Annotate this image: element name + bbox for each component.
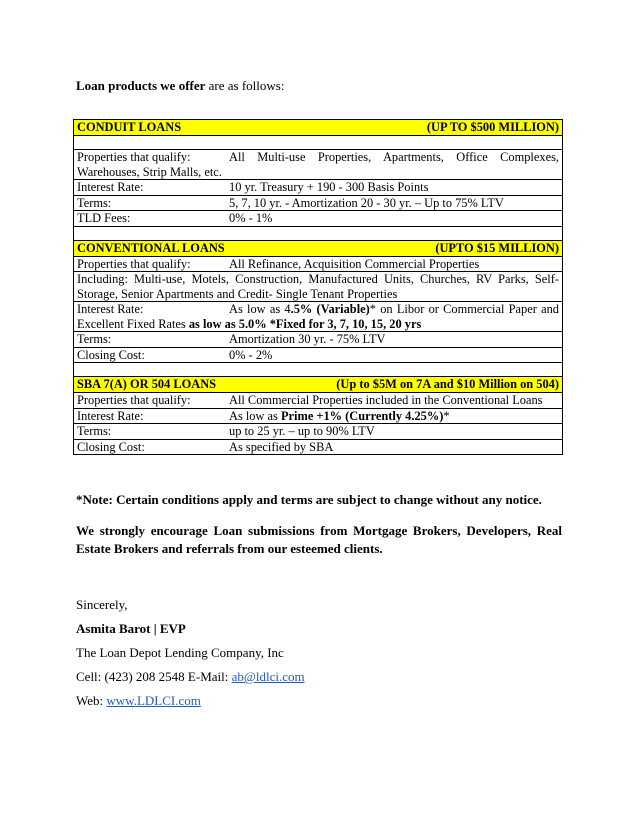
conduit-fees-label: TLD Fees:	[77, 211, 131, 225]
conduit-terms-label: Terms:	[77, 195, 112, 210]
conduit-terms-row	[74, 195, 563, 211]
spacer-row	[74, 363, 563, 377]
conventional-rate-label: Interest Rate:	[77, 302, 144, 316]
cell-text: Cell: (423) 208 2548 E-Mail:	[76, 669, 232, 684]
sba-title: SBA 7(A) OR 504 LOANS	[77, 377, 217, 391]
conventional-including-row	[74, 272, 563, 302]
conventional-rate-bold1: .5% (Variable)	[290, 302, 370, 316]
conventional-qualify-row	[74, 256, 563, 272]
conventional-title: CONVENTIONAL LOANS	[77, 240, 225, 255]
sba-qualify-label: Properties that qualify:	[77, 393, 191, 407]
conduit-title: CONDUIT LOANS	[77, 120, 182, 134]
conduit-rate-label: Interest Rate:	[77, 180, 144, 194]
spacer-row	[74, 226, 563, 240]
conduit-limit: (UP TO $500 MILLION)	[426, 120, 559, 134]
conventional-rate-prefix: As low as 4	[229, 302, 291, 316]
conduit-qualify-value: All Multi-use Properties, Apartments, Office Complexes, Warehouses, Strip Malls, etc.	[77, 150, 559, 179]
sign-off: Sincerely,	[76, 597, 128, 612]
sba-cost-row	[74, 439, 563, 455]
conventional-cost-row	[74, 347, 563, 363]
web-label: Web:	[76, 693, 107, 708]
conduit-rate-row	[74, 180, 563, 196]
disclaimer-note: *Note: Certain conditions apply and terms are subject to change without any notice.	[76, 492, 542, 507]
conventional-terms-value: Amortization 30 yr. - 75% LTV	[229, 332, 386, 346]
conventional-rate-bold2: as low as 5.0% *Fixed for 3, 7, 10, 15, 20 yrs	[188, 316, 422, 331]
conventional-limit: (UPTO $15 MILLION)	[435, 240, 559, 255]
contact-line	[76, 669, 305, 685]
sba-rate-bold: Prime +1% (Currently 4.25%)	[280, 408, 444, 423]
web-line	[76, 693, 201, 709]
sba-cost-value: As specified by SBA	[229, 439, 334, 454]
conventional-including: Including: Multi-use, Motels, Construction, Manufactured Units, Churches, RV Parks, Self-Storage, Senior Apartments and Credit- Single Tenant Properties	[74, 272, 563, 302]
conventional-cost-label: Closing Cost:	[77, 347, 145, 362]
conventional-header-row	[74, 240, 563, 256]
sba-header-row	[74, 377, 563, 393]
conduit-qualify-label: Properties that qualify:	[77, 150, 191, 164]
conduit-terms-value: 5, 7, 10 yr. - Amortization 20 - 30 yr. – Up to 75% LTV	[229, 195, 504, 210]
sba-qualify-value: All Commercial Properties included in the Conventional Loans	[229, 393, 543, 407]
conventional-rate-row	[74, 302, 563, 332]
conduit-fees-value: 0% - 1%	[229, 211, 273, 225]
sba-rate-row	[74, 408, 563, 424]
intro-bold: Loan products we offer	[76, 78, 206, 93]
encouragement-note: We strongly encourage Loan submissions from Mortgage Brokers, Developers, Real Estate Brokers and referrals from our esteemed clients.	[76, 523, 562, 556]
sba-rate-prefix: As low as	[229, 408, 281, 423]
sba-cost-label: Closing Cost:	[77, 439, 145, 454]
conventional-terms-label: Terms:	[77, 332, 112, 346]
signer-name: Asmita Barot | EVP	[76, 621, 186, 636]
conventional-terms-row	[74, 332, 563, 348]
conduit-header-row	[74, 120, 563, 136]
sba-terms-value: up to 25 yr. – up to 90% LTV	[229, 424, 375, 438]
sba-qualify-row	[74, 393, 563, 409]
company-name: The Loan Depot Lending Company, Inc	[76, 645, 284, 660]
intro-line	[76, 78, 284, 94]
sba-limit: (Up to $5M on 7A and $10 Million on 504)	[336, 377, 559, 391]
loan-products-table	[73, 119, 563, 455]
sba-rate-suffix: *	[443, 408, 450, 423]
conduit-rate-value: 10 yr. Treasury + 190 - 300 Basis Points	[229, 180, 429, 194]
sba-terms-row	[74, 424, 563, 440]
conventional-qualify-value: All Refinance, Acquisition Commercial Properties	[229, 256, 480, 271]
spacer-row	[74, 136, 563, 150]
conduit-qualify-row	[74, 150, 563, 180]
conventional-qualify-label: Properties that qualify:	[77, 256, 191, 271]
website-link[interactable]: www.LDLCI.com	[106, 693, 201, 708]
conventional-rate-mid: * on Libor or Commercial Paper and Excellent Fixed Rates	[77, 302, 559, 331]
intro-rest: are as follows:	[205, 78, 285, 93]
sba-rate-label: Interest Rate:	[77, 408, 144, 423]
conduit-fees-row	[74, 211, 563, 227]
sba-terms-label: Terms:	[77, 424, 112, 438]
email-link[interactable]: ab@ldlci.com	[231, 669, 305, 684]
conventional-cost-value: 0% - 2%	[229, 347, 273, 362]
